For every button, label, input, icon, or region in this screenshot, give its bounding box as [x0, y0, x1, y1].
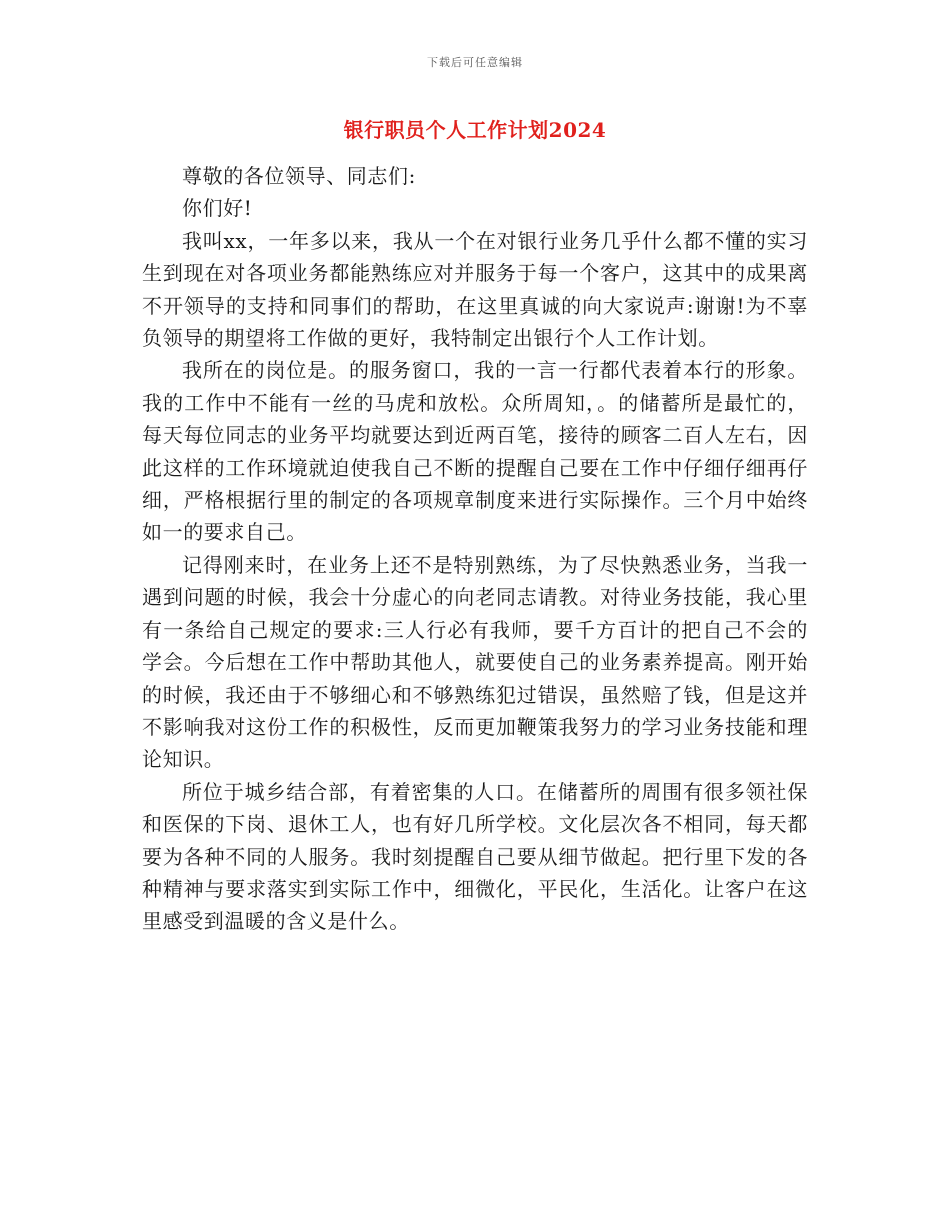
header-note: 下载后可任意编辑	[427, 56, 523, 69]
greeting: 你们好!	[182, 196, 253, 221]
body-paragraph-learning: 记得刚来时，在业务上还不是特别熟练，为了尽快熟悉业务，当我一遇到问题的时候，我会十分虚心的向老同志请教。对待业务技能，我心里有一条给自己规定的要求:三人行必有我师，要千方百计的把自己不会的学会。今后想在工作中帮助其他人，就要使自己的业务素养提高。刚开始的时候，我还由于不够细心和不够熟练犯过错误，虽然赔了钱，但是这并不影响我对这份工作的积极性，反而更加鞭策我努力的学习业务技能和理论知识。	[142, 552, 808, 772]
body-paragraph-intro: 我叫xx，一年多以来，我从一个在对银行业务几乎什么都不懂的实习生到现在对各项业务都能熟练应对并服务于每一个客户，这其中的成果离不开领导的支持和同事们的帮助，在这里真诚的向大家说声:谢谢!为不辜负领导的期望将工作做的更好，我特制定出银行个人工作计划。	[142, 228, 808, 351]
body-paragraph-location: 所位于城乡结合部，有着密集的人口。在储蓄所的周围有很多领社保和医保的下岗、退休工人，也有好几所学校。文化层次各不相同，每天都要为各种不同的人服务。我时刻提醒自己要从细节做起。把行里下发的各种精神与要求落实到实际工作中，细微化，平民化，生活化。让客户在这里感受到温暖的含义是什么。	[142, 779, 808, 934]
document-title: 银行职员个人工作计划2024	[343, 118, 607, 142]
salutation: 尊敬的各位领导、同志们:	[182, 164, 416, 188]
document-body	[142, 160, 808, 938]
body-paragraph-position: 我所在的岗位是。的服务窗口，我的一言一行都代表着本行的形象。我的工作中不能有一丝的马虎和放松。众所周知，。的储蓄所是最忙的，每天每位同志的业务平均就要达到近两百笔，接待的顾客二百人左右，因此这样的工作环境就迫使我自己不断的提醒自己要在工作中仔细仔细再仔细，严格根据行里的制定的各项规章制度来进行实际操作。三个月中始终如一的要求自己。	[142, 358, 808, 545]
